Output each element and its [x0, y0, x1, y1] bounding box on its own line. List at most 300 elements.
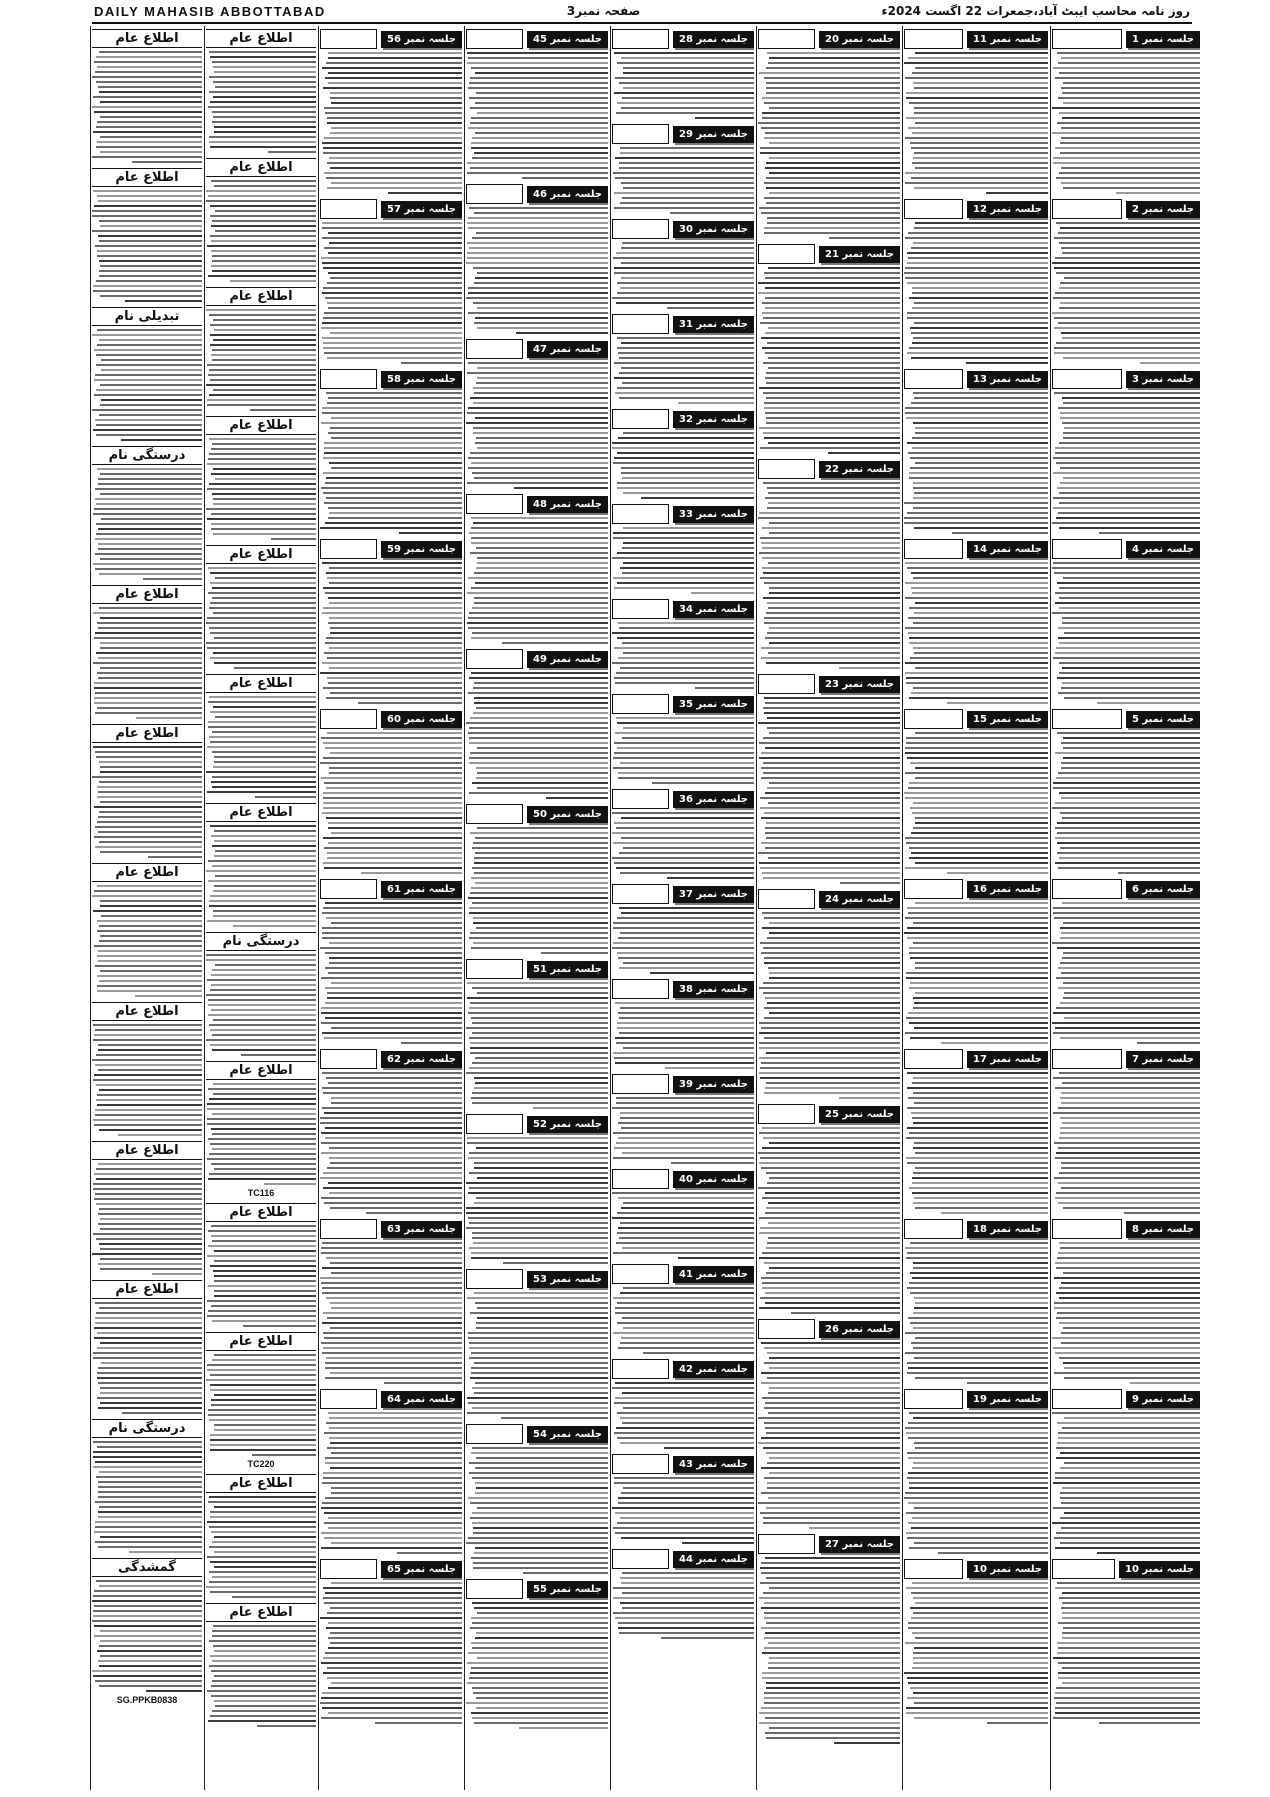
text-line	[209, 696, 316, 698]
text-line	[766, 1622, 900, 1624]
text-line	[215, 86, 316, 88]
notice-number-badge	[612, 884, 754, 904]
text-line	[96, 1099, 202, 1101]
text-line	[1058, 772, 1200, 774]
notice-text-lines	[92, 1163, 202, 1275]
text-line	[98, 483, 202, 485]
text-line	[617, 337, 754, 339]
text-line	[766, 187, 900, 189]
text-line	[213, 468, 316, 470]
text-line	[327, 577, 462, 579]
text-line	[762, 1282, 900, 1284]
text-line	[761, 657, 900, 659]
text-line	[1061, 932, 1200, 934]
text-line	[613, 1052, 754, 1054]
text-line	[1056, 777, 1200, 779]
text-line	[366, 1212, 462, 1214]
text-line	[914, 322, 1048, 324]
notice	[320, 199, 462, 364]
text-line	[97, 786, 202, 788]
text-line	[323, 807, 462, 809]
registration-code: TC220	[247, 1459, 275, 1469]
text-line	[209, 1546, 316, 1548]
text-line	[767, 342, 900, 344]
text-line	[94, 1625, 202, 1627]
text-line	[768, 1237, 900, 1239]
text-line	[468, 467, 608, 469]
text-line	[101, 1362, 202, 1364]
text-line	[911, 247, 1048, 249]
text-line	[1057, 1652, 1200, 1654]
text-line	[762, 1677, 900, 1679]
text-line	[469, 1222, 608, 1224]
text-line	[1058, 62, 1200, 64]
text-line	[469, 1172, 608, 1174]
text-line	[212, 1320, 316, 1322]
text-line	[759, 1047, 900, 1049]
text-line	[95, 1114, 202, 1116]
text-line	[323, 1597, 462, 1599]
text-line	[101, 518, 202, 520]
text-line	[1057, 487, 1200, 489]
text-line	[760, 152, 900, 154]
classified-heading: اطلاع عام	[206, 158, 316, 177]
text-line	[1058, 1677, 1200, 1679]
text-line	[1055, 1692, 1200, 1694]
text-line	[909, 847, 1048, 849]
text-line	[323, 1092, 462, 1094]
column-rule	[756, 26, 757, 1790]
text-line	[209, 736, 316, 738]
text-line	[910, 807, 1048, 809]
text-line	[93, 563, 202, 565]
text-line	[100, 1402, 202, 1404]
classified-column	[206, 26, 316, 1790]
registration-code: SG.PPKB0838	[116, 1695, 178, 1705]
badge-frame	[904, 1049, 963, 1069]
text-line	[915, 1637, 1048, 1639]
text-line	[208, 880, 316, 882]
text-line	[476, 1632, 608, 1634]
text-line	[213, 116, 316, 118]
text-line	[208, 1004, 316, 1006]
text-line	[1063, 997, 1200, 999]
text-line	[1058, 97, 1200, 99]
text-line	[612, 947, 754, 949]
text-line	[620, 1602, 754, 1604]
classified-notice	[206, 674, 316, 798]
text-line	[469, 1152, 608, 1154]
text-line	[95, 1317, 202, 1319]
text-line	[769, 1387, 900, 1389]
text-line	[96, 364, 202, 366]
text-line	[92, 76, 202, 78]
text-line	[761, 127, 900, 129]
text-line	[763, 762, 900, 764]
text-line	[94, 890, 202, 892]
text-line	[214, 1675, 316, 1677]
text-line	[321, 1132, 462, 1134]
text-line	[913, 497, 1048, 499]
text-line	[94, 1590, 202, 1592]
text-line	[1064, 1462, 1200, 1464]
text-line	[769, 642, 900, 644]
text-line	[1057, 1422, 1200, 1424]
text-line	[92, 156, 202, 158]
text-line	[468, 1652, 608, 1654]
text-line	[915, 767, 1048, 769]
text-line	[471, 1617, 608, 1619]
text-line	[213, 533, 316, 535]
text-line	[471, 1352, 608, 1354]
text-line	[1052, 262, 1200, 264]
text-line	[905, 1247, 1048, 1249]
text-line	[95, 1680, 202, 1682]
notice-number-badge	[612, 1264, 754, 1284]
text-line	[907, 1162, 1048, 1164]
text-line	[473, 1562, 608, 1564]
text-line	[121, 439, 202, 441]
text-line	[761, 1372, 900, 1374]
text-line	[468, 897, 608, 899]
badge-frame	[904, 1219, 963, 1239]
text-line	[764, 962, 900, 964]
text-line	[325, 112, 462, 114]
text-line	[759, 1232, 900, 1234]
text-line	[322, 1107, 462, 1109]
text-line	[472, 1232, 608, 1234]
notice-text-lines	[1052, 732, 1200, 874]
text-line	[764, 1422, 900, 1424]
text-line	[1060, 1117, 1200, 1119]
text-line	[470, 1627, 608, 1629]
text-line	[326, 787, 462, 789]
text-line	[761, 1627, 900, 1629]
text-line	[474, 1162, 608, 1164]
text-line	[1063, 922, 1200, 924]
text-line	[613, 577, 754, 579]
notice-column	[466, 26, 608, 1790]
text-line	[331, 1452, 462, 1454]
text-line	[619, 1032, 754, 1034]
text-line	[908, 912, 1048, 914]
text-line	[98, 657, 202, 659]
text-line	[1055, 602, 1200, 604]
text-line	[905, 237, 1048, 239]
text-line	[671, 1162, 754, 1164]
text-line	[92, 215, 202, 217]
text-line	[908, 1502, 1048, 1504]
text-line	[1064, 277, 1200, 279]
text-line	[617, 347, 754, 349]
text-line	[1060, 812, 1200, 814]
text-line	[472, 1647, 608, 1649]
text-line	[915, 817, 1048, 819]
text-line	[768, 607, 900, 609]
text-line	[323, 87, 462, 89]
text-line	[98, 791, 202, 793]
notice-text-lines	[758, 1342, 900, 1529]
text-line	[329, 957, 462, 959]
text-line	[909, 1187, 1048, 1189]
text-line	[915, 1167, 1048, 1169]
text-line	[212, 751, 316, 753]
text-line	[695, 117, 754, 119]
notice-column	[904, 26, 1048, 1790]
text-line	[358, 702, 462, 704]
text-line	[912, 1632, 1048, 1634]
text-line	[768, 857, 900, 859]
text-line	[470, 1502, 608, 1504]
badge-frame	[466, 1114, 523, 1134]
text-line	[616, 1102, 754, 1104]
text-line	[468, 1337, 608, 1339]
text-line	[1060, 1037, 1200, 1039]
text-line	[322, 1322, 462, 1324]
notice	[1052, 29, 1200, 194]
text-line	[612, 1387, 754, 1389]
text-line	[618, 1122, 754, 1124]
badge-frame	[904, 539, 963, 559]
text-line	[321, 1282, 462, 1284]
text-line	[321, 487, 462, 489]
text-line	[622, 642, 754, 644]
text-line	[209, 453, 316, 455]
text-line	[206, 959, 316, 961]
text-line	[94, 637, 202, 639]
text-line	[468, 407, 608, 409]
text-line	[1058, 1432, 1200, 1434]
text-line	[616, 717, 754, 719]
text-line	[908, 127, 1048, 129]
text-line	[617, 1522, 754, 1524]
notice-number: جلسہ نمبر 23	[819, 676, 900, 693]
text-line	[476, 927, 608, 929]
text-line	[474, 1292, 608, 1294]
text-line	[470, 1047, 608, 1049]
text-line	[97, 1377, 202, 1379]
text-line	[912, 342, 1048, 344]
text-line	[467, 242, 608, 244]
text-line	[1059, 1597, 1200, 1599]
text-line	[615, 1382, 754, 1384]
text-line	[92, 1670, 202, 1672]
notice-number-badge	[466, 29, 608, 49]
text-line	[906, 742, 1048, 744]
notice	[612, 789, 754, 879]
text-line	[214, 126, 316, 128]
text-line	[1058, 1107, 1200, 1109]
text-line	[473, 1527, 608, 1529]
text-line	[764, 1037, 900, 1039]
classified-heading: اطلاع عام	[206, 1061, 316, 1080]
text-line	[612, 1507, 754, 1509]
text-line	[1053, 1012, 1200, 1014]
notice-number: جلسہ نمبر 44	[673, 1551, 754, 1568]
text-line	[327, 1167, 462, 1169]
text-line	[327, 997, 462, 999]
text-line	[913, 1417, 1048, 1419]
notice-number: جلسہ نمبر 57	[381, 201, 462, 218]
text-line	[94, 61, 202, 63]
classified-heading: اطلاع عام	[92, 724, 202, 743]
text-line	[324, 502, 462, 504]
notice-text-lines	[1052, 222, 1200, 364]
text-line	[905, 662, 1048, 664]
text-line	[908, 232, 1048, 234]
text-line	[213, 1645, 316, 1647]
text-line	[1059, 642, 1200, 644]
text-line	[328, 82, 462, 84]
text-line	[618, 1502, 754, 1504]
text-line	[210, 1434, 316, 1436]
text-line	[322, 662, 462, 664]
notice-text-lines	[1052, 1412, 1200, 1554]
text-line	[474, 602, 608, 604]
text-line	[210, 235, 316, 237]
notice-number: جلسہ نمبر 45	[527, 31, 608, 48]
text-line	[326, 392, 462, 394]
text-line	[208, 860, 316, 862]
text-line	[763, 482, 900, 484]
notice-text-lines	[612, 622, 754, 689]
text-line	[1054, 1372, 1200, 1374]
notice	[758, 889, 900, 1099]
text-line	[616, 1242, 754, 1244]
text-line	[328, 1637, 462, 1639]
text-line	[96, 126, 202, 128]
text-line	[1059, 242, 1200, 244]
badge-frame	[904, 199, 963, 219]
text-line	[769, 627, 900, 629]
text-line	[622, 572, 754, 574]
text-line	[467, 1662, 608, 1664]
classified-notice	[206, 1474, 316, 1598]
notice-number: جلسہ نمبر 4	[1126, 541, 1200, 558]
text-line	[912, 1582, 1048, 1584]
notice-number: جلسہ نمبر 52	[527, 1116, 608, 1133]
classified-notice	[206, 158, 316, 282]
classified-notice	[92, 585, 202, 719]
text-line	[100, 404, 202, 406]
text-line	[135, 995, 202, 997]
text-line	[320, 672, 462, 674]
text-line	[98, 1382, 202, 1384]
text-line	[93, 1610, 202, 1612]
text-line	[208, 1088, 316, 1090]
text-line	[471, 147, 608, 149]
text-line	[209, 1640, 316, 1642]
text-line	[759, 1712, 900, 1714]
notice-text-lines	[466, 982, 608, 1109]
text-line	[1060, 152, 1200, 154]
text-line	[910, 327, 1048, 329]
notice-number-badge	[320, 1559, 462, 1579]
text-line	[468, 292, 608, 294]
notice	[466, 29, 608, 179]
notice	[612, 29, 754, 119]
text-line	[764, 1617, 900, 1619]
text-line	[915, 902, 1048, 904]
text-line	[912, 1117, 1048, 1119]
text-line	[473, 402, 608, 404]
text-line	[760, 447, 900, 449]
text-line	[99, 1471, 202, 1473]
text-line	[619, 1017, 754, 1019]
text-line	[913, 422, 1048, 424]
text-line	[324, 442, 462, 444]
notice-text-lines	[206, 180, 316, 282]
text-line	[905, 172, 1048, 174]
text-line	[1055, 827, 1200, 829]
notice-text-lines	[904, 732, 1048, 874]
text-line	[476, 1487, 608, 1489]
text-line	[1056, 1457, 1200, 1459]
text-line	[100, 771, 202, 773]
text-line	[214, 1429, 316, 1431]
text-line	[621, 182, 754, 184]
text-line	[324, 137, 462, 139]
text-line	[477, 1657, 608, 1659]
badge-frame	[758, 674, 815, 694]
text-line	[325, 952, 462, 954]
text-line	[617, 282, 754, 284]
notice	[320, 29, 462, 194]
text-line	[623, 187, 754, 189]
text-line	[384, 1382, 462, 1384]
notice-text-lines	[612, 432, 754, 499]
text-line	[763, 707, 900, 709]
notice-text-lines	[758, 267, 900, 454]
text-line	[767, 487, 900, 489]
text-line	[912, 437, 1048, 439]
text-line	[762, 1397, 900, 1399]
text-line	[212, 587, 316, 589]
text-line	[621, 107, 754, 109]
notice-number-badge	[758, 1319, 900, 1339]
text-line	[905, 627, 1048, 629]
text-line	[323, 457, 462, 459]
text-line	[322, 227, 462, 229]
text-line	[1057, 52, 1200, 54]
badge-frame	[1052, 1219, 1122, 1239]
text-line	[474, 1077, 608, 1079]
notice	[612, 694, 754, 784]
text-line	[207, 1521, 316, 1523]
text-line	[331, 1307, 462, 1309]
text-line	[477, 772, 608, 774]
text-line	[468, 362, 608, 364]
text-line	[907, 282, 1048, 284]
text-line	[331, 922, 462, 924]
notice-text-lines	[206, 1625, 316, 1727]
text-line	[477, 1307, 608, 1309]
text-line	[212, 1113, 316, 1115]
notice	[1052, 369, 1200, 534]
text-line	[467, 1137, 608, 1139]
text-line	[323, 472, 462, 474]
text-line	[907, 1697, 1048, 1699]
text-line	[325, 987, 462, 989]
text-line	[1060, 1452, 1200, 1454]
text-line	[762, 1127, 900, 1129]
text-line	[327, 117, 462, 119]
text-line	[1137, 1042, 1200, 1044]
text-line	[615, 392, 754, 394]
text-line	[761, 1027, 900, 1029]
text-line	[761, 647, 900, 649]
text-line	[619, 167, 754, 169]
